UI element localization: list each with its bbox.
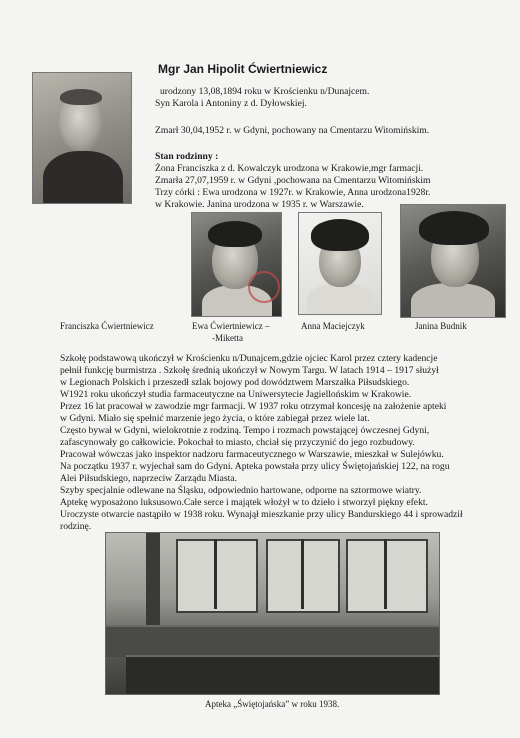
window <box>346 539 428 613</box>
portrait-ewa <box>191 212 282 317</box>
story-line: Szkołę podstawową ukończył w Krościenku n/Dunajcem,gdzie ojciec Karol przez cztery kadencje <box>60 353 438 364</box>
window-mullion <box>301 539 304 609</box>
caption-ewa-line-2: -Miketta <box>212 333 243 343</box>
story-line: Aptekę wyposażono luksusowo.Całe serce i majątek włożył w to dzieło i stworzył piękny efekt. <box>60 497 428 508</box>
story-line: Przez 16 lat pracował w zawodzie mgr farmacji. W 1937 roku otrzymał koncesję na założenie apteki <box>60 401 447 412</box>
window <box>176 539 258 613</box>
portrait-hair <box>311 219 369 251</box>
portrait-jan <box>32 72 132 204</box>
stamp-mark <box>248 271 280 303</box>
window-mullion <box>214 539 217 609</box>
portrait-janina <box>400 204 506 318</box>
caption-ewa-line-1: Ewa Ćwiertniewicz – <box>192 321 270 331</box>
counter <box>106 625 439 657</box>
caption-franciszka: Franciszka Ćwiertniewicz <box>60 321 154 331</box>
family-line: Zmarła 27,07,1959 r. w Gdyni ,pochowana na Cmentarzu Witomińskim <box>155 175 431 186</box>
portrait-body <box>411 283 495 318</box>
story-line: Często bywał w Gdyni, wielokrotnie z rodziną. Tempo i rozmach powstającej ówczesnej Gdyni, <box>60 425 430 436</box>
family-line: Żona Franciszka z d. Kowalczyk urodzona w Krakowie,mgr farmacji. <box>155 163 424 174</box>
interior-caption: Apteka „Świętojańska” w roku 1938. <box>205 699 340 709</box>
family-heading: Stan rodzinny : <box>155 151 219 162</box>
story-line: zafascynowały go całkowicie. Pokochał to miasto, chciał się przyczynić do jego rozbudowy. <box>60 437 415 448</box>
story-line: Na początku 1937 r. wyjechał sam do Gdyni. Apteka powstała przy ulicy Świętojańskiej 122, na rogu <box>60 461 450 472</box>
death-line: Zmarł 30,04,1952 r. w Gdyni, pochowany na Cmentarzu Witomińskim. <box>155 125 430 136</box>
portrait-hair <box>419 211 489 245</box>
story-line: Alei Piłsudskiego, naprzeciw Zarządu Miasta. <box>60 473 237 484</box>
story-line: w Gdyni. Miało się spełnić marzenie jego życia, o które zabiegał przez wiele lat. <box>60 413 370 424</box>
story-line: W1921 roku ukończył studia farmaceutyczne na Uniwersytecie Jagiellońskim w Krakowie. <box>60 389 412 400</box>
person-name: Mgr Jan Hipolit Ćwiertniewicz <box>158 62 328 76</box>
story-line: Pracował wówczas jako inspektor nadzoru farmaceutycznego w Warszawie, mieszkał w Sulejówku. <box>60 449 444 460</box>
story-line: Szyby specjalnie odlewane na Śląsku, odpowiednio hartowane, odporne na sztormowe wiatry. <box>60 485 422 496</box>
window-mullion <box>384 539 387 609</box>
caption-janina: Janina Budnik <box>415 321 467 331</box>
story-line: w Legionach Polskich i przeszedł szlak bojowy pod dowództwem Marszałka Piłsudskiego. <box>60 377 410 388</box>
born-line-2: Syn Karola i Antoniny z d. Dyłowskiej. <box>155 98 307 109</box>
story-line: rodzinę. <box>60 521 92 532</box>
portrait-body <box>307 283 373 315</box>
portrait-body <box>43 151 123 204</box>
family-line: w Krakowie. Janina urodzona w 1935 r. w Warszawie. <box>155 199 364 210</box>
portrait-hair <box>208 221 262 247</box>
pharmacy-interior-photo <box>105 532 440 695</box>
family-line: Trzy córki : Ewa urodzona w 1927r. w Krakowie, Anna urodzona1928r. <box>155 187 431 198</box>
story-line: pełnił funkcję burmistrza . Szkołę średnią ukończył w Nowym Targu. W latach 1914 – 1917 służył <box>60 365 439 376</box>
counter <box>126 655 439 695</box>
portrait-hair <box>60 89 102 105</box>
portrait-anna <box>298 212 382 315</box>
caption-anna: Anna Maciejczyk <box>301 321 365 331</box>
story-line: Uroczyste otwarcie nastąpiło w 1938 roku. Wynajął mieszkanie przy ulicy Bandurskiego 44 i sprowadził <box>60 509 463 520</box>
born-line-1: urodzony 13,08,1894 roku w Krościenku n/Dunajcem. <box>160 86 370 97</box>
